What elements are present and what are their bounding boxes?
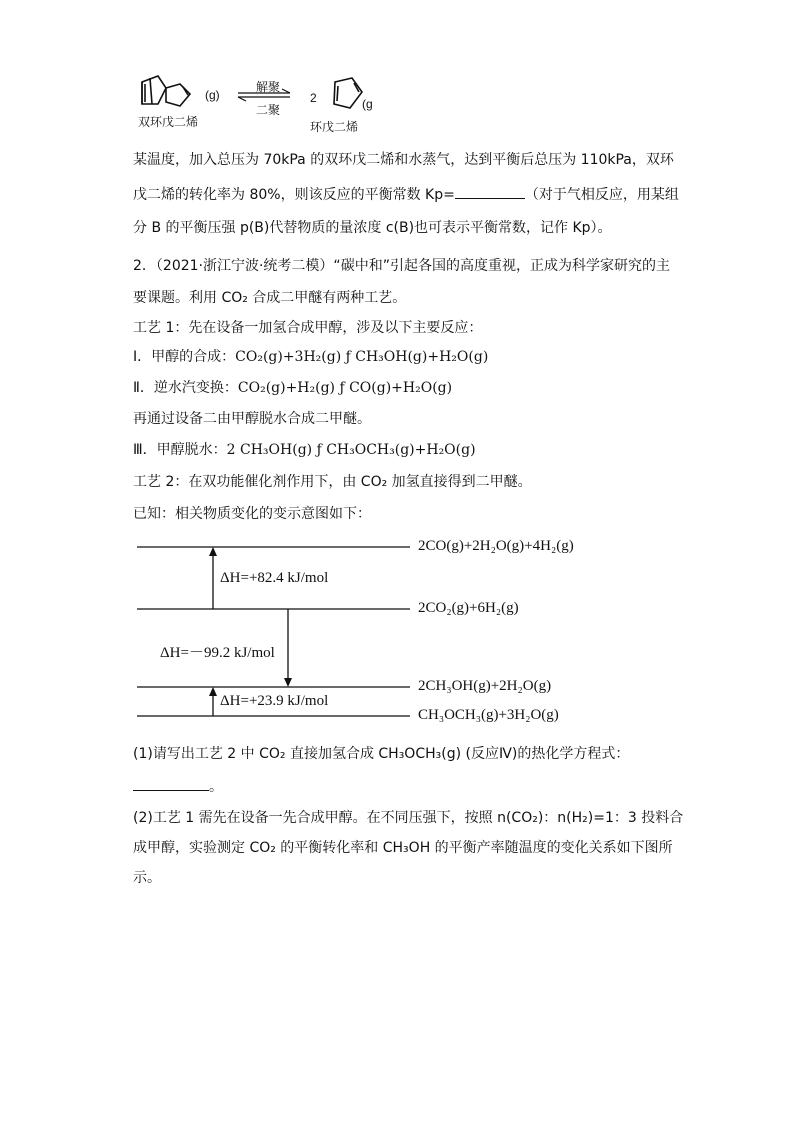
q1-line2-b: （对于气相反应，用某组	[524, 187, 679, 203]
rxn2-equation: CO₂(g)+H₂(g) ƒ CO(g)+H₂O(g)	[237, 380, 453, 396]
answer-blank-thermo[interactable]	[133, 776, 209, 791]
level-label-3: 2CH₃OH(g)+2H₂O(g)	[418, 678, 552, 694]
sub2-line3: 示。	[133, 870, 161, 886]
q2-process2: 工艺 2：在双功能催化剂作用下，由 CO₂ 加氢直接得到二甲醚。	[133, 474, 532, 490]
reverse-label: 二聚	[256, 103, 281, 117]
q1-line3: 分 B 的平衡压强 p(B)代替物质的量浓度 c(B)也可表示平衡常数，记作 Kp）。	[133, 220, 612, 236]
product-label: 环戊二烯	[310, 120, 359, 134]
arrowhead-2	[284, 678, 292, 687]
delta-h-1: ΔH=+82.4 kJ/mol	[220, 570, 329, 586]
level-label-1: 2CO(g)+2H₂O(g)+4H₂(g)	[418, 538, 574, 554]
delta-h-3: ΔH=+23.9 kJ/mol	[220, 693, 329, 709]
q2-process1: 工艺 1：先在设备一加氢合成甲醇，涉及以下主要反应：	[133, 320, 483, 336]
level-label-4: CH₃OCH₃(g)+3H₂O(g)	[418, 707, 559, 723]
sub2-line1: (2)工艺 1 需先在设备一先合成甲醇。在不同压强下，按照 n(CO₂)：n(H₂)=1：3 投料合	[133, 810, 684, 826]
arrowhead-3	[209, 687, 217, 696]
forward-label: 解聚	[256, 80, 281, 94]
q2-known: 已知：相关物质变化的变示意图如下：	[133, 506, 371, 522]
q1-line2-a: 戊二烯的转化率为 80%，则该反应的平衡常数 Kp=	[133, 187, 455, 203]
q2-then: 再通过设备二由甲醇脱水合成二甲醚。	[133, 411, 371, 427]
delta-h-2: ΔH=－99.2 kJ/mol	[160, 645, 275, 661]
rxn1-label: Ⅰ．甲醇的合成：	[133, 349, 236, 365]
sub1-answer-line	[133, 776, 223, 797]
sub1-text: (1)请写出工艺 2 中 CO₂ 直接加氢合成 CH₃OCH₃(g) (反应Ⅳ)的热化学方程式：	[133, 746, 630, 762]
rxn2-label: Ⅱ．逆水汽变换：	[133, 380, 238, 396]
arrowhead-1	[209, 547, 217, 556]
rxn1-equation: CO₂(g)+3H₂(g) ƒ CH₃OH(g)+H₂O(g)	[235, 349, 489, 365]
coefficient: 2	[310, 91, 317, 105]
sub1-end: 。	[209, 779, 223, 795]
sub2-line2: 成甲醇，实验测定 CO₂ 的平衡转化率和 CH₃OH 的平衡产率随温度的变化关系如下图所	[133, 840, 673, 856]
reactant-label: 双环戊二烯	[138, 115, 199, 129]
q1-line1: 某温度，加入总压为 70kPa 的双环戊二烯和水蒸气，达到平衡后总压为 110kPa，双环	[133, 152, 674, 168]
product-phase: (g	[362, 97, 373, 111]
rxn3-equation: 2 CH₃OH(g) ƒ CH₃OCH₃(g)+H₂O(g)	[226, 442, 476, 458]
reactant-phase: (g)	[205, 88, 220, 102]
q2-intro2: 要课题。利用 CO₂ 合成二甲醚有两种工艺。	[133, 290, 407, 306]
rxn3-label: Ⅲ．甲醇脱水：	[133, 442, 227, 458]
q2-intro1: 2．（2021·浙江宁波·统考二模）“碳中和”引起各国的高度重视，正成为科学家研究的主	[133, 258, 670, 274]
level-label-2: 2CO₂(g)+6H₂(g)	[418, 600, 519, 616]
